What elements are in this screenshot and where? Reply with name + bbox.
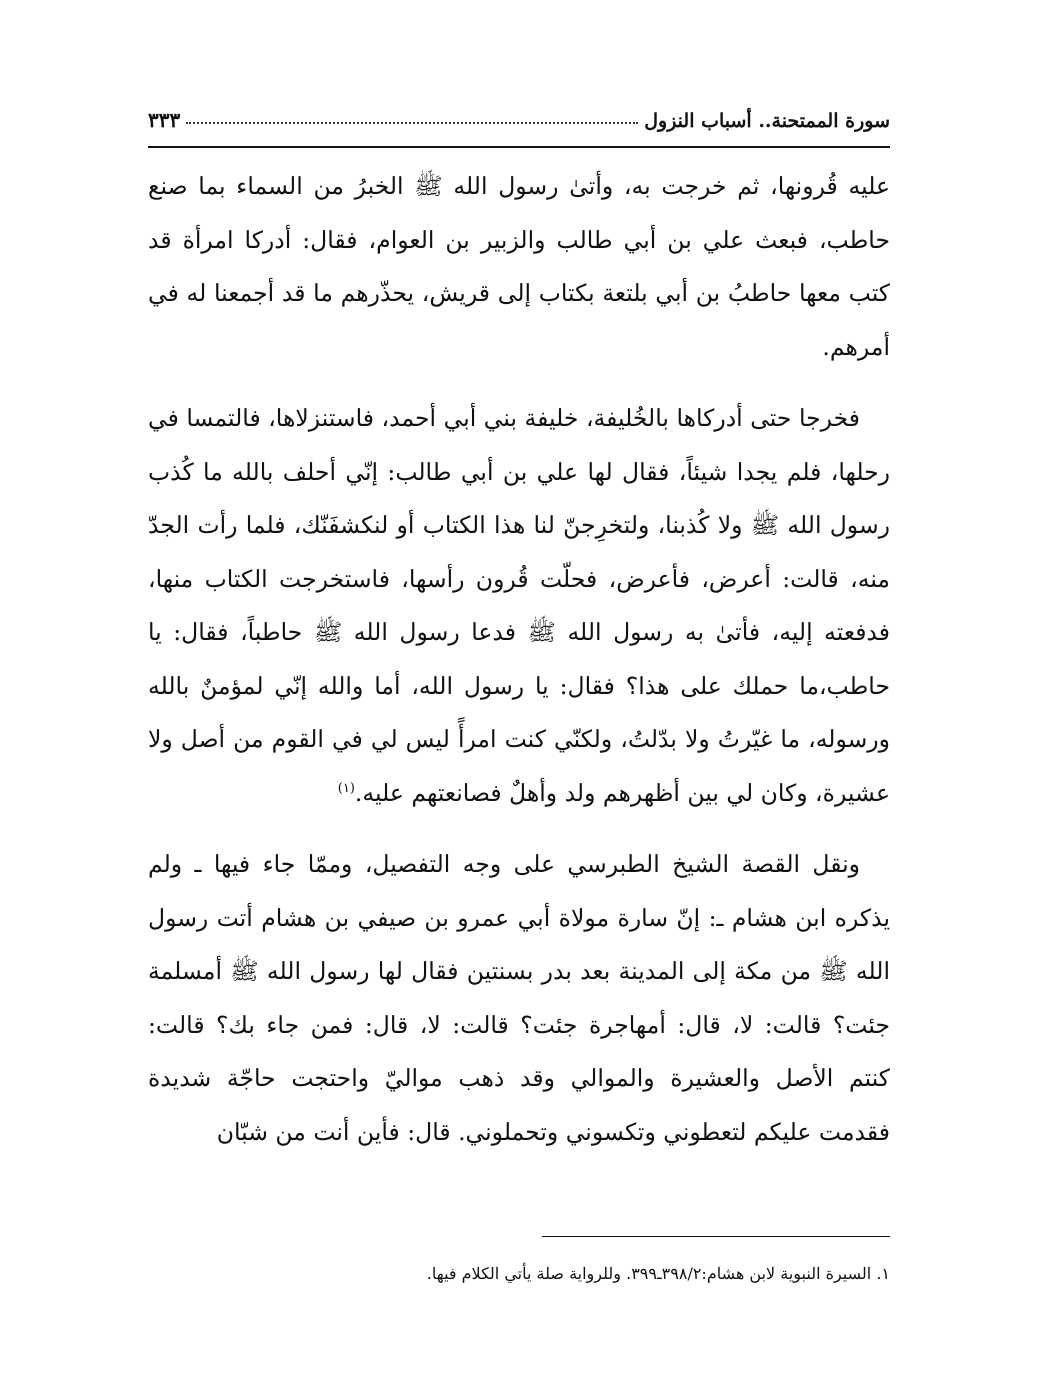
header-rule [148, 146, 890, 148]
footnote-rule [542, 1236, 890, 1237]
body-text [148, 160, 890, 1159]
running-header [148, 98, 890, 132]
footnote-reference[interactable]: (١) [337, 780, 355, 796]
paragraph-2-text: فخرجا حتى أدركاها بالخُليفة، خليفة بني أبي أحمد، فاستنزلاها، فالتمسا في رحلها، فلم يجدا شيئاً، فقال لها علي بن أبي طالب: إنّي أحلف بالله ما كُذب رسول الله ﷺ ولا كُذبنا، ولتخرِجنّ لنا هذا الكتاب أو لنكشفَنّك، فلما رأت الجدّ منه، قالت: أعرض، فأعرض، فحلّت قُرون رأسها، فاستخرجت الكتاب منها، فدفعته إليه، فأتىٰ به رسول الله ﷺ فدعا رسول الله ﷺ حاطباً، فقال: يا حاطب،ما حملك على هذا؟ فقال: يا رسول الله، أما والله إنّي لمؤمنٌ بالله ورسوله، ما غيّرتُ ولا بدّلتُ، ولكنّي كنت امرأً ليس لي في القوم من أصل ولا عشيرة، وكان لي بين أظهرهم ولد وأهلٌ فصانعتهم عليه. [148, 404, 890, 807]
paragraph-3: ونقل القصة الشيخ الطبرسي على وجه التفصيل، وممّا جاء فيها ـ ولم يذكره ابن هشام ـ: إنّ سارة مولاة أبي عمرو بن صيفي بن هشام أتت رسول الله ﷺ من مكة إلى المدينة بعد بدر بسنتين فقال لها رسول الله ﷺ أمسلمة جئت؟ قالت: لا، قال: أمهاجرة جئت؟ قالت: لا، قال: فمن جاء بك؟ قالت: كنتم الأصل والعشيرة والموالي وقد ذهب مواليّ واحتجت حاجّة شديدة فقدمت عليكم لتعطوني وتكسوني وتحملوني. قال: فأين أنت من شبّان [148, 850, 890, 1146]
header-dot-leader [186, 122, 638, 124]
paragraph-1: عليه قُرونها، ثم خرجت به، وأتىٰ رسول الله ﷺ الخبرُ من السماء بما صنع حاطب، فبعث علي بن أبي طالب والزبير بن العوام، فقال: أدركا امرأة قد كتب معها حاطبُ بن أبي بلتعة بكتاب إلى قريش، يحذّرهم ما قد أجمعنا له في أمرهم. [148, 172, 890, 361]
page-number: ٣٣٣ [148, 108, 181, 132]
footnote: ١. السيرة النبوية لابن هشام:٣٩٨/٢ـ٣٩٩. وللرواية صلة يأتي الكلام فيها. [426, 1264, 890, 1283]
header-title: سورة الممتحنة.. أسباب النزول [644, 110, 890, 132]
paragraph-2 [148, 392, 890, 820]
